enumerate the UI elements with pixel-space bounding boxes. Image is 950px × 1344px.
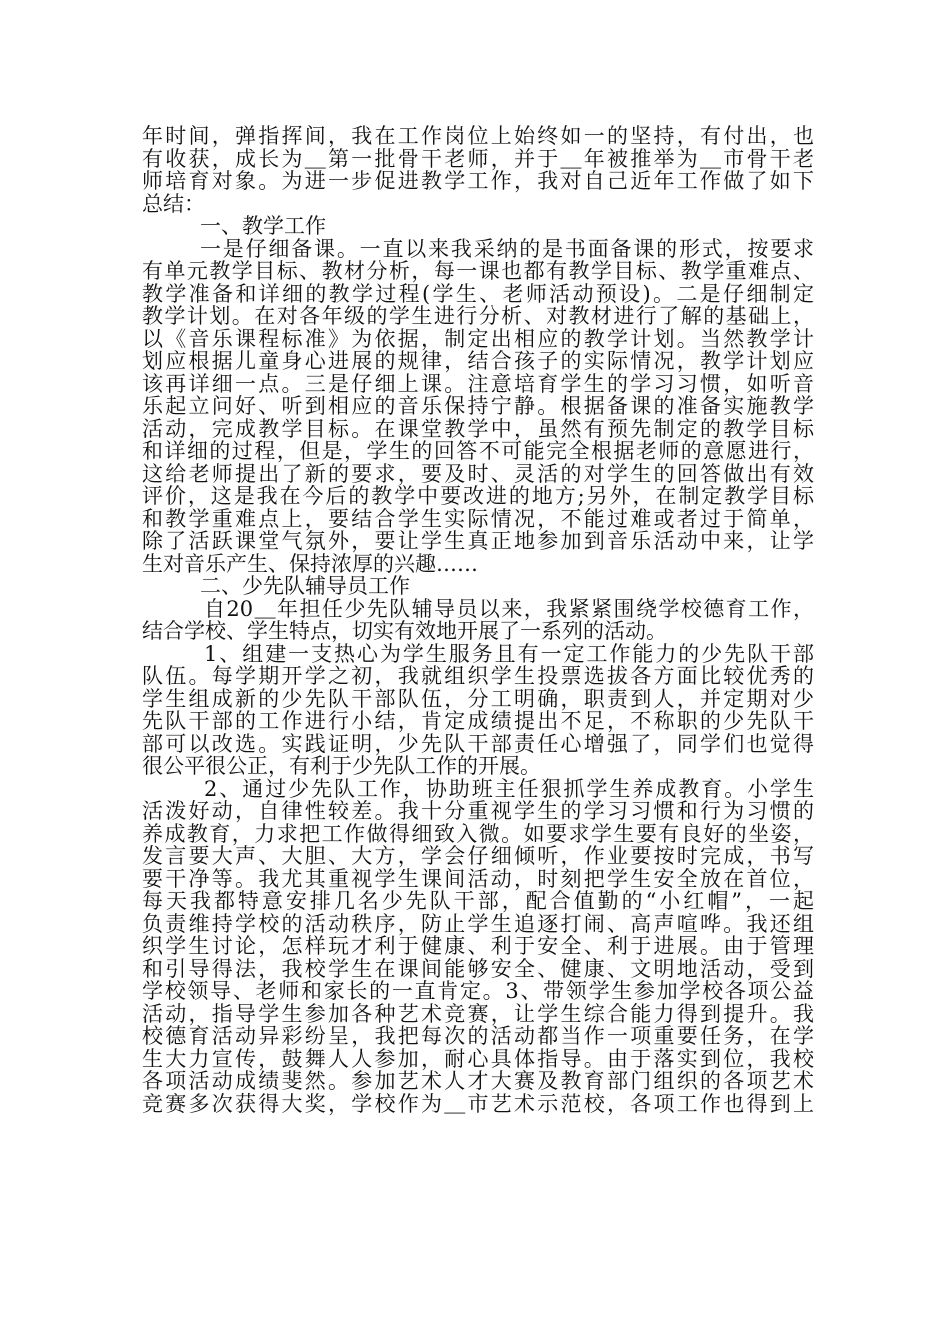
text-line: 活泼好动，自律性较差。我十分重视学生的学习习惯和行为习惯的 bbox=[142, 799, 814, 823]
text-line: 各项活动成绩斐然。参加艺术人才大赛及教育部门组织的各项艺术 bbox=[142, 1069, 814, 1093]
text-line: 学校领导、老师和家长的一直肯定。3、带领学生参加学校各项公益 bbox=[142, 979, 814, 1003]
text-line: 织学生讨论，怎样玩才利于健康、利于安全、利于进展。由于管理 bbox=[142, 934, 814, 958]
text-line: 队伍。每学期开学之初，我就组织学生投票选拔各方面比较优秀的 bbox=[142, 664, 814, 688]
text-line: 1、组建一支热心为学生服务且有一定工作能力的少先队干部 bbox=[204, 641, 814, 666]
text-line: 2、通过少先队工作，协助班主任狠抓学生养成教育。小学生 bbox=[204, 776, 814, 801]
text-line: 评价，这是我在今后的教学中要改进的地方;另外，在制定教学目标 bbox=[142, 484, 814, 508]
text-line: 一、教学工作 bbox=[200, 214, 326, 238]
text-line: 乐起立问好、听到相应的音乐保持宁静。根据备课的准备实施教学 bbox=[142, 394, 814, 418]
text-line: 发言要大声、大胆、大方，学会仔细倾听，作业要按时完成，书写 bbox=[142, 844, 814, 868]
text-line: 部可以改选。实践证明，少先队干部责任心增强了，同学们也觉得 bbox=[142, 731, 814, 756]
text-line: 以《音乐课程标准》为依据，制定出相应的教学计划。当然教学计 bbox=[142, 326, 814, 351]
text-line: 教学准备和详细的教学过程(学生、老师活动预设)。二是仔细制定 bbox=[142, 281, 814, 306]
text-line: 要干净等。我尤其重视学生课间活动，时刻把学生安全放在首位， bbox=[142, 866, 814, 891]
text-line: 和详细的过程，但是，学生的回答不可能完全根据老师的意愿进行， bbox=[142, 439, 814, 463]
text-line: 生大力宣传，鼓舞人人参加，耐心具体指导。由于落实到位，我校 bbox=[142, 1046, 814, 1071]
text-line: 先队干部的工作进行小结，肯定成绩提出不足，不称职的少先队干 bbox=[142, 709, 814, 733]
text-line: 有收获，成长为＿第一批骨干老师，并于＿年被推举为＿市骨干老 bbox=[142, 146, 814, 171]
text-line: 活动，完成教学目标。在课堂教学中，虽然有预先制定的教学目标 bbox=[142, 416, 814, 441]
text-line: 该再详细一点。三是仔细上课。注意培育学生的学习习惯，如听音 bbox=[142, 371, 814, 396]
text-line: 和引导得法，我校学生在课间能够安全、健康、文明地活动，受到 bbox=[142, 956, 814, 981]
text-line: 生对音乐产生、保持浓厚的兴趣…… bbox=[142, 551, 478, 576]
text-line: 总结： bbox=[142, 191, 205, 216]
text-line: 学生组成新的少先队干部队伍，分工明确，职责到人，并定期对少 bbox=[142, 686, 814, 711]
text-line: 划应根据儿童身心进展的规律，结合孩子的实际情况，教学计划应 bbox=[142, 349, 814, 373]
text-line: 竞赛多次获得大奖，学校作为＿市艺术示范校，各项工作也得到上 bbox=[142, 1091, 814, 1116]
text-line: 结合学校、学生特点，切实有效地开展了一系列的活动。 bbox=[142, 619, 667, 643]
text-line: 师培育对象。为进一步促进教学工作，我对自己近年工作做了如下 bbox=[142, 169, 814, 193]
text-line: 很公平很公正，有利于少先队工作的开展。 bbox=[142, 754, 541, 778]
text-line: 教学计划。在对各年级的学生进行分析、对教材进行了解的基础上， bbox=[142, 304, 814, 328]
text-line: 养成教育，力求把工作做得细致入微。如要求学生要有良好的坐姿， bbox=[142, 821, 814, 846]
text-line: 除了活跃课堂气氛外，要让学生真正地参加到音乐活动中来，让学 bbox=[142, 529, 814, 553]
text-line: 活动，指导学生参加各种艺术竞赛，让学生综合能力得到提升。我 bbox=[142, 1001, 814, 1026]
text-line: 负责维持学校的活动秩序，防止学生追逐打闹、高声喧哗。我还组 bbox=[142, 911, 814, 936]
document-body bbox=[142, 125, 814, 1115]
text-line: 一是仔细备课。一直以来我采纳的是书面备课的形式，按要求 bbox=[200, 236, 814, 261]
text-line: 和教学重难点上，要结合学生实际情况，不能过难或者过于简单， bbox=[142, 506, 814, 531]
text-line: 有单元教学目标、教材分析，每一课也都有教学目标、教学重难点、 bbox=[142, 259, 814, 283]
text-line: 校德育活动异彩纷呈，我把每次的活动都当作一项重要任务，在学 bbox=[142, 1024, 814, 1048]
text-line: 二、少先队辅导员工作 bbox=[200, 574, 410, 598]
text-line: 这给老师提出了新的要求，要及时、灵活的对学生的回答做出有效 bbox=[142, 461, 814, 486]
text-line: 自20＿年担任少先队辅导员以来，我紧紧围绕学校德育工作， bbox=[204, 596, 814, 621]
text-line: 年时间，弹指挥间，我在工作岗位上始终如一的坚持，有付出，也 bbox=[142, 124, 814, 148]
text-line: 每天我都特意安排几名少先队干部，配合值勤的“小红帽”，一起 bbox=[142, 889, 814, 913]
